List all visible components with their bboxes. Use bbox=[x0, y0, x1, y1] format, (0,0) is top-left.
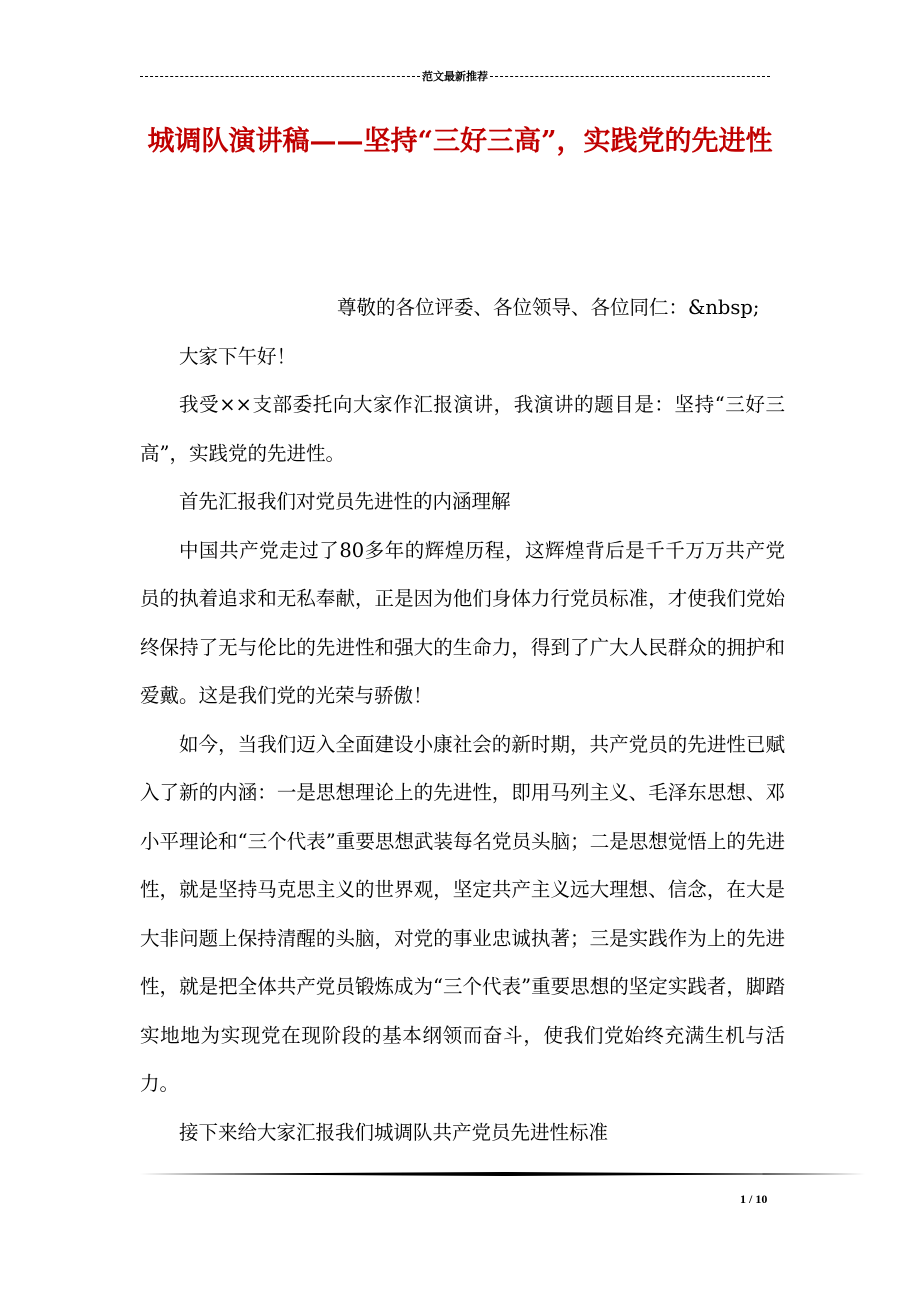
header-dash-left bbox=[140, 76, 420, 77]
paragraph-history: 中国共产党走过了80多年的辉煌历程，这辉煌背后是千千万万共产党员的执着追求和无私奉献，正是因为他们身体力行党员标准，才使我们党始终保持了无与伦比的先进性和强大的生命力，得到了广大人民群众的拥护和爱戴。这是我们党的光荣与骄傲！ bbox=[140, 538, 785, 707]
paragraph-salutation: 尊敬的各位评委、各位领导、各位同仁：&nbsp; bbox=[337, 296, 760, 319]
page-header bbox=[140, 66, 770, 86]
header-label: 范文最新推荐 bbox=[422, 70, 488, 83]
paragraph-greeting: 大家下午好！ bbox=[179, 344, 297, 368]
page-number: 1 / 10 bbox=[740, 1192, 768, 1206]
header-dash-right bbox=[490, 76, 770, 77]
paragraph-new-era: 如今，当我们迈入全面建设小康社会的新时期，共产党员的先进性已赋入了新的内涵：一是思想理论上的先进性，即用马列主义、毛泽东思想、邓小平理论和“三个代表”重要思想武装每名党员头脑；二是思想觉悟上的先进性，就是坚持马克思主义的世界观，坚定共产主义远大理想、信念，在大是大非问题上保持清醒的头脑，对党的事业忠诚执著；三是实践作为上的先进性，就是把全体共产党员锻炼成为“三个代表”重要思想的坚定实践者，脚踏实地地为实现党在现阶段的基本纲领而奋斗，使我们党始终充满生机与活力。 bbox=[140, 732, 785, 1095]
document-body bbox=[140, 284, 785, 1157]
paragraph-intro: 我受××支部委托向大家作汇报演讲，我演讲的题目是：坚持“三好三高”，实践党的先进性。 bbox=[140, 393, 785, 465]
footer-rule bbox=[140, 1172, 865, 1176]
paragraph-next-section: 接下来给大家汇报我们城调队共产党员先进性标准 bbox=[179, 1120, 609, 1144]
paragraph-section-heading: 首先汇报我们对党员先进性的内涵理解 bbox=[179, 490, 511, 513]
document-title: 城调队演讲稿——坚持“三好三高”，实践党的先进性 bbox=[147, 126, 773, 157]
